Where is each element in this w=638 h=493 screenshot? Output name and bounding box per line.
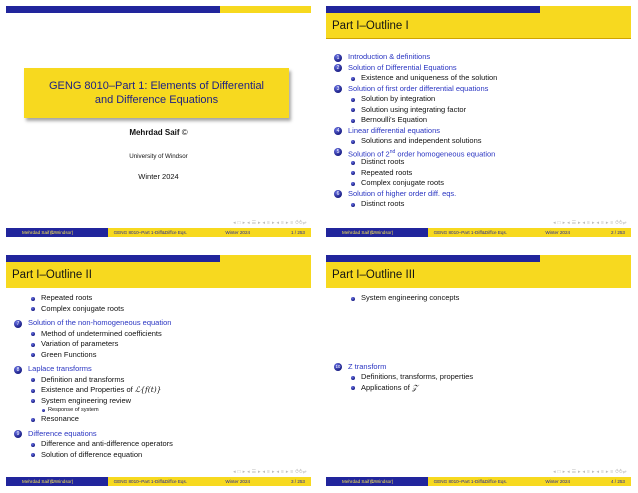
footer-institution: (UWindsor): [370, 479, 394, 484]
subsection-item: Solution by integration: [334, 94, 627, 105]
beamer-navigation[interactable]: ◂ □ ▸ ◂ ☰ ▸ ◂ ≡ ▸ ◂ ≡ ▸ ≡ ⥀⥁⥂: [553, 469, 627, 475]
section-label: Solution of the non-homogeneous equation: [28, 318, 172, 327]
copyright-symbol: ©: [181, 128, 188, 137]
slide-footer: [6, 477, 311, 486]
section-label: Difference equations: [28, 428, 97, 438]
footer-date: Winter 2024: [225, 230, 251, 235]
subsection-item: Solutions and independent solutions: [334, 136, 627, 147]
presentation-title: [24, 68, 289, 118]
beamer-navigation[interactable]: ◂ □ ▸ ◂ ☰ ▸ ◂ ≡ ▸ ◂ ≡ ▸ ≡ ⥀⥁⥂: [233, 469, 307, 475]
section-number-ball: 1: [334, 54, 342, 62]
section-number-ball: 6: [334, 190, 342, 198]
section-number-ball: 2: [334, 64, 342, 72]
section-number-ball: 9: [14, 430, 22, 438]
footer-course: GENG 8010–Part 1-Diff&Diffce Eqs.: [433, 479, 508, 484]
top-bar: [326, 6, 631, 13]
subsection-item: Repeated roots: [334, 168, 627, 179]
beamer-navigation[interactable]: ◂ □ ▸ ◂ ☰ ▸ ◂ ≡ ▸ ◂ ≡ ▸ ≡ ⥀⥁⥂: [553, 220, 627, 226]
section-number-ball: 5: [334, 148, 342, 156]
slide-outline-3: [326, 255, 631, 486]
top-bar: [6, 6, 311, 13]
section-10[interactable]: [334, 362, 627, 373]
subsection-item: Green Functions: [14, 350, 307, 361]
section-9[interactable]: [14, 429, 307, 440]
subsection-item: System engineering review: [14, 396, 307, 407]
slide-title: [6, 6, 311, 237]
subsection-item: Distinct roots: [334, 199, 627, 210]
section-4[interactable]: [334, 126, 627, 137]
section-number-ball: 8: [14, 366, 22, 374]
footer-institution: (UWindsor): [50, 230, 74, 235]
section-label: Solution of first order differential equations: [348, 83, 489, 93]
section-label: Solution of 2: [348, 149, 390, 158]
footer-institution: (UWindsor): [370, 230, 394, 235]
footer-author: Mehrdad Saif ©: [22, 230, 54, 235]
section-5[interactable]: [334, 147, 627, 158]
section-number-ball: 10: [335, 364, 341, 369]
section-8[interactable]: [14, 364, 307, 375]
subsection-item: System engineering concepts: [334, 293, 627, 304]
subsection-text: Existence and Properties of: [41, 385, 135, 394]
section-label: Solution of Differential Equations: [348, 62, 457, 72]
outline-list: [334, 293, 627, 393]
slide-heading: Part I–Outline II: [6, 262, 311, 288]
page-number: 4 / 253: [610, 479, 625, 484]
author-text: Mehrdad Saif: [129, 128, 180, 137]
section-7[interactable]: [14, 318, 307, 329]
section-label: Introduction & definitions: [348, 52, 431, 61]
subsection-item: Solution of difference equation: [14, 450, 307, 461]
subsection-item: Definition and transforms: [14, 375, 307, 386]
footer-author: Mehrdad Saif ©: [342, 230, 374, 235]
section-2[interactable]: [334, 63, 627, 74]
section-label: Laplace transforms: [28, 364, 92, 373]
subsection-item: Distinct roots: [334, 157, 627, 168]
subsection-item: Resonance: [14, 414, 307, 425]
subsection-item: Complex conjugate roots: [14, 304, 307, 315]
presentation-date: Winter 2024: [138, 172, 179, 181]
footer-date: Winter 2024: [545, 479, 571, 484]
section-label-end: order homogeneous equation: [395, 149, 496, 158]
institution: University of Windsor: [129, 153, 188, 160]
superscript: nd: [389, 148, 396, 155]
subsection-item: Definitions, transforms, properties: [334, 372, 627, 383]
section-label: Linear differential equations: [348, 125, 441, 135]
outline-list: [334, 52, 627, 210]
subsection-item: Existence and uniqueness of the solution: [334, 73, 627, 84]
section-label: Solution of higher order diff. eqs.: [348, 188, 457, 198]
page-number: 2 / 253: [610, 230, 625, 235]
footer-course: GENG 8010–Part 1-Diff&Diffce Eqs.: [433, 230, 508, 235]
footer-institution: (UWindsor): [50, 479, 74, 484]
author-name: [6, 128, 311, 137]
page-number: 1 / 253: [290, 230, 305, 235]
top-bar: [6, 255, 311, 262]
footer-author: Mehrdad Saif ©: [342, 479, 374, 484]
subsection-item: Solution using integrating factor: [334, 105, 627, 116]
footer-course: GENG 8010–Part 1-Diff&Diffce Eqs.: [113, 479, 188, 484]
section-6[interactable]: [334, 189, 627, 200]
page-number: 3 / 253: [290, 479, 305, 484]
subsection-item: Repeated roots: [14, 293, 307, 304]
slide-footer: [326, 477, 631, 486]
subsection-text: Applications of: [361, 382, 412, 392]
slide-heading: Part I–Outline III: [326, 262, 631, 288]
presentation-title-text: GENG 8010–Part 1: Elements of Differential and Difference Equations: [48, 80, 264, 106]
section-1[interactable]: [334, 52, 627, 63]
subsection-item: Difference and anti-difference operators: [14, 439, 307, 450]
subsection-item: [14, 385, 307, 396]
section-number-ball: 4: [334, 127, 342, 135]
footer-author: Mehrdad Saif ©: [22, 479, 54, 484]
laplace-symbol: ℒ{f(t)}: [134, 385, 162, 394]
section-3[interactable]: [334, 84, 627, 95]
footer-date: Winter 2024: [545, 230, 571, 235]
z-transform-symbol: 𝒵: [411, 382, 418, 392]
subsection-item: [334, 383, 627, 394]
slide-footer: [326, 228, 631, 237]
outline-list: [14, 293, 307, 460]
slide-outline-1: [326, 6, 631, 237]
section-number-ball: 7: [14, 320, 22, 328]
beamer-navigation[interactable]: ◂ □ ▸ ◂ ☰ ▸ ◂ ≡ ▸ ◂ ≡ ▸ ≡ ⥀⥁⥂: [233, 220, 307, 226]
subsection-item: Complex conjugate roots: [334, 178, 627, 189]
subsection-item: Method of undetermined coefficients: [14, 329, 307, 340]
footer-date: Winter 2024: [225, 479, 251, 484]
slide-heading: Part I–Outline I: [326, 13, 631, 39]
subsection-item: Bernoulli's Equation: [334, 115, 627, 126]
footer-course: GENG 8010–Part 1-Diff&Diffce Eqs.: [113, 230, 188, 235]
section-label: Z transform: [348, 361, 387, 371]
slide-footer: [6, 228, 311, 237]
top-bar: [326, 255, 631, 262]
subsection-item: Variation of parameters: [14, 339, 307, 350]
slide-outline-2: [6, 255, 311, 486]
subsubsection-item: Response of system: [14, 406, 307, 414]
section-number-ball: 3: [334, 85, 342, 93]
